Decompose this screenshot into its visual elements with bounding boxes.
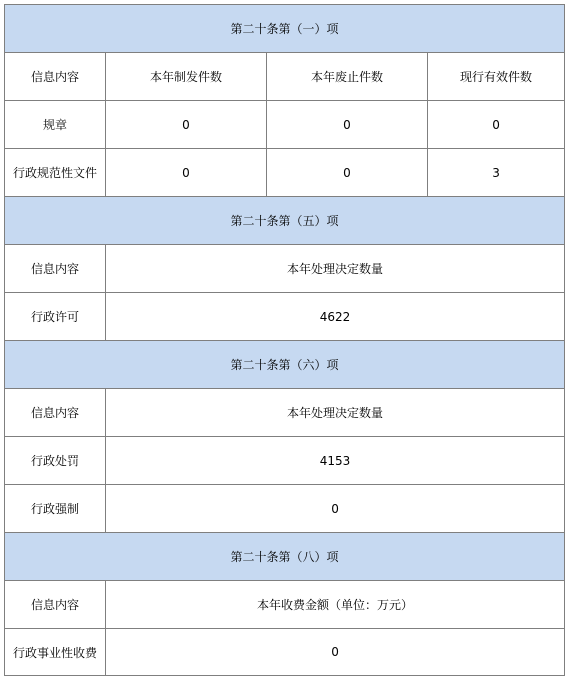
section-header-row — [5, 341, 565, 389]
column-header-count: 本年处理决定数量 — [106, 245, 565, 293]
row-label: 行政规范性文件 — [5, 149, 106, 197]
column-header-info: 信息内容 — [5, 581, 106, 629]
disclosure-table — [4, 4, 565, 676]
column-header-effective: 现行有效件数 — [428, 53, 565, 101]
table-row — [5, 437, 565, 485]
row-label: 行政事业性收费 — [5, 629, 106, 676]
cell-value: 0 — [267, 101, 428, 149]
table-row — [5, 629, 565, 676]
section-title: 第二十条第（六）项 — [5, 341, 565, 389]
cell-value: 4153 — [106, 437, 565, 485]
row-label: 行政许可 — [5, 293, 106, 341]
cell-value: 3 — [428, 149, 565, 197]
table-row — [5, 101, 565, 149]
table-row — [5, 293, 565, 341]
section-header-row — [5, 533, 565, 581]
row-label: 规章 — [5, 101, 106, 149]
column-header-count: 本年处理决定数量 — [106, 389, 565, 437]
table-row — [5, 149, 565, 197]
column-header-row — [5, 581, 565, 629]
column-header-amount: 本年收费金额（单位：万元） — [106, 581, 565, 629]
cell-value: 0 — [106, 629, 565, 676]
column-header-info: 信息内容 — [5, 389, 106, 437]
column-header-row — [5, 389, 565, 437]
section-title: 第二十条第（八）项 — [5, 533, 565, 581]
section-header-row — [5, 197, 565, 245]
cell-value: 0 — [428, 101, 565, 149]
column-header-info: 信息内容 — [5, 245, 106, 293]
column-header-issued: 本年制发件数 — [106, 53, 267, 101]
cell-value: 0 — [267, 149, 428, 197]
section-title: 第二十条第（一）项 — [5, 5, 565, 53]
table-row — [5, 485, 565, 533]
column-header-row — [5, 53, 565, 101]
row-label: 行政强制 — [5, 485, 106, 533]
cell-value: 0 — [106, 149, 267, 197]
cell-value: 0 — [106, 101, 267, 149]
cell-value: 0 — [106, 485, 565, 533]
cell-value: 4622 — [106, 293, 565, 341]
section-title: 第二十条第（五）项 — [5, 197, 565, 245]
column-header-info: 信息内容 — [5, 53, 106, 101]
row-label: 行政处罚 — [5, 437, 106, 485]
column-header-row — [5, 245, 565, 293]
section-header-row — [5, 5, 565, 53]
column-header-repealed: 本年废止件数 — [267, 53, 428, 101]
